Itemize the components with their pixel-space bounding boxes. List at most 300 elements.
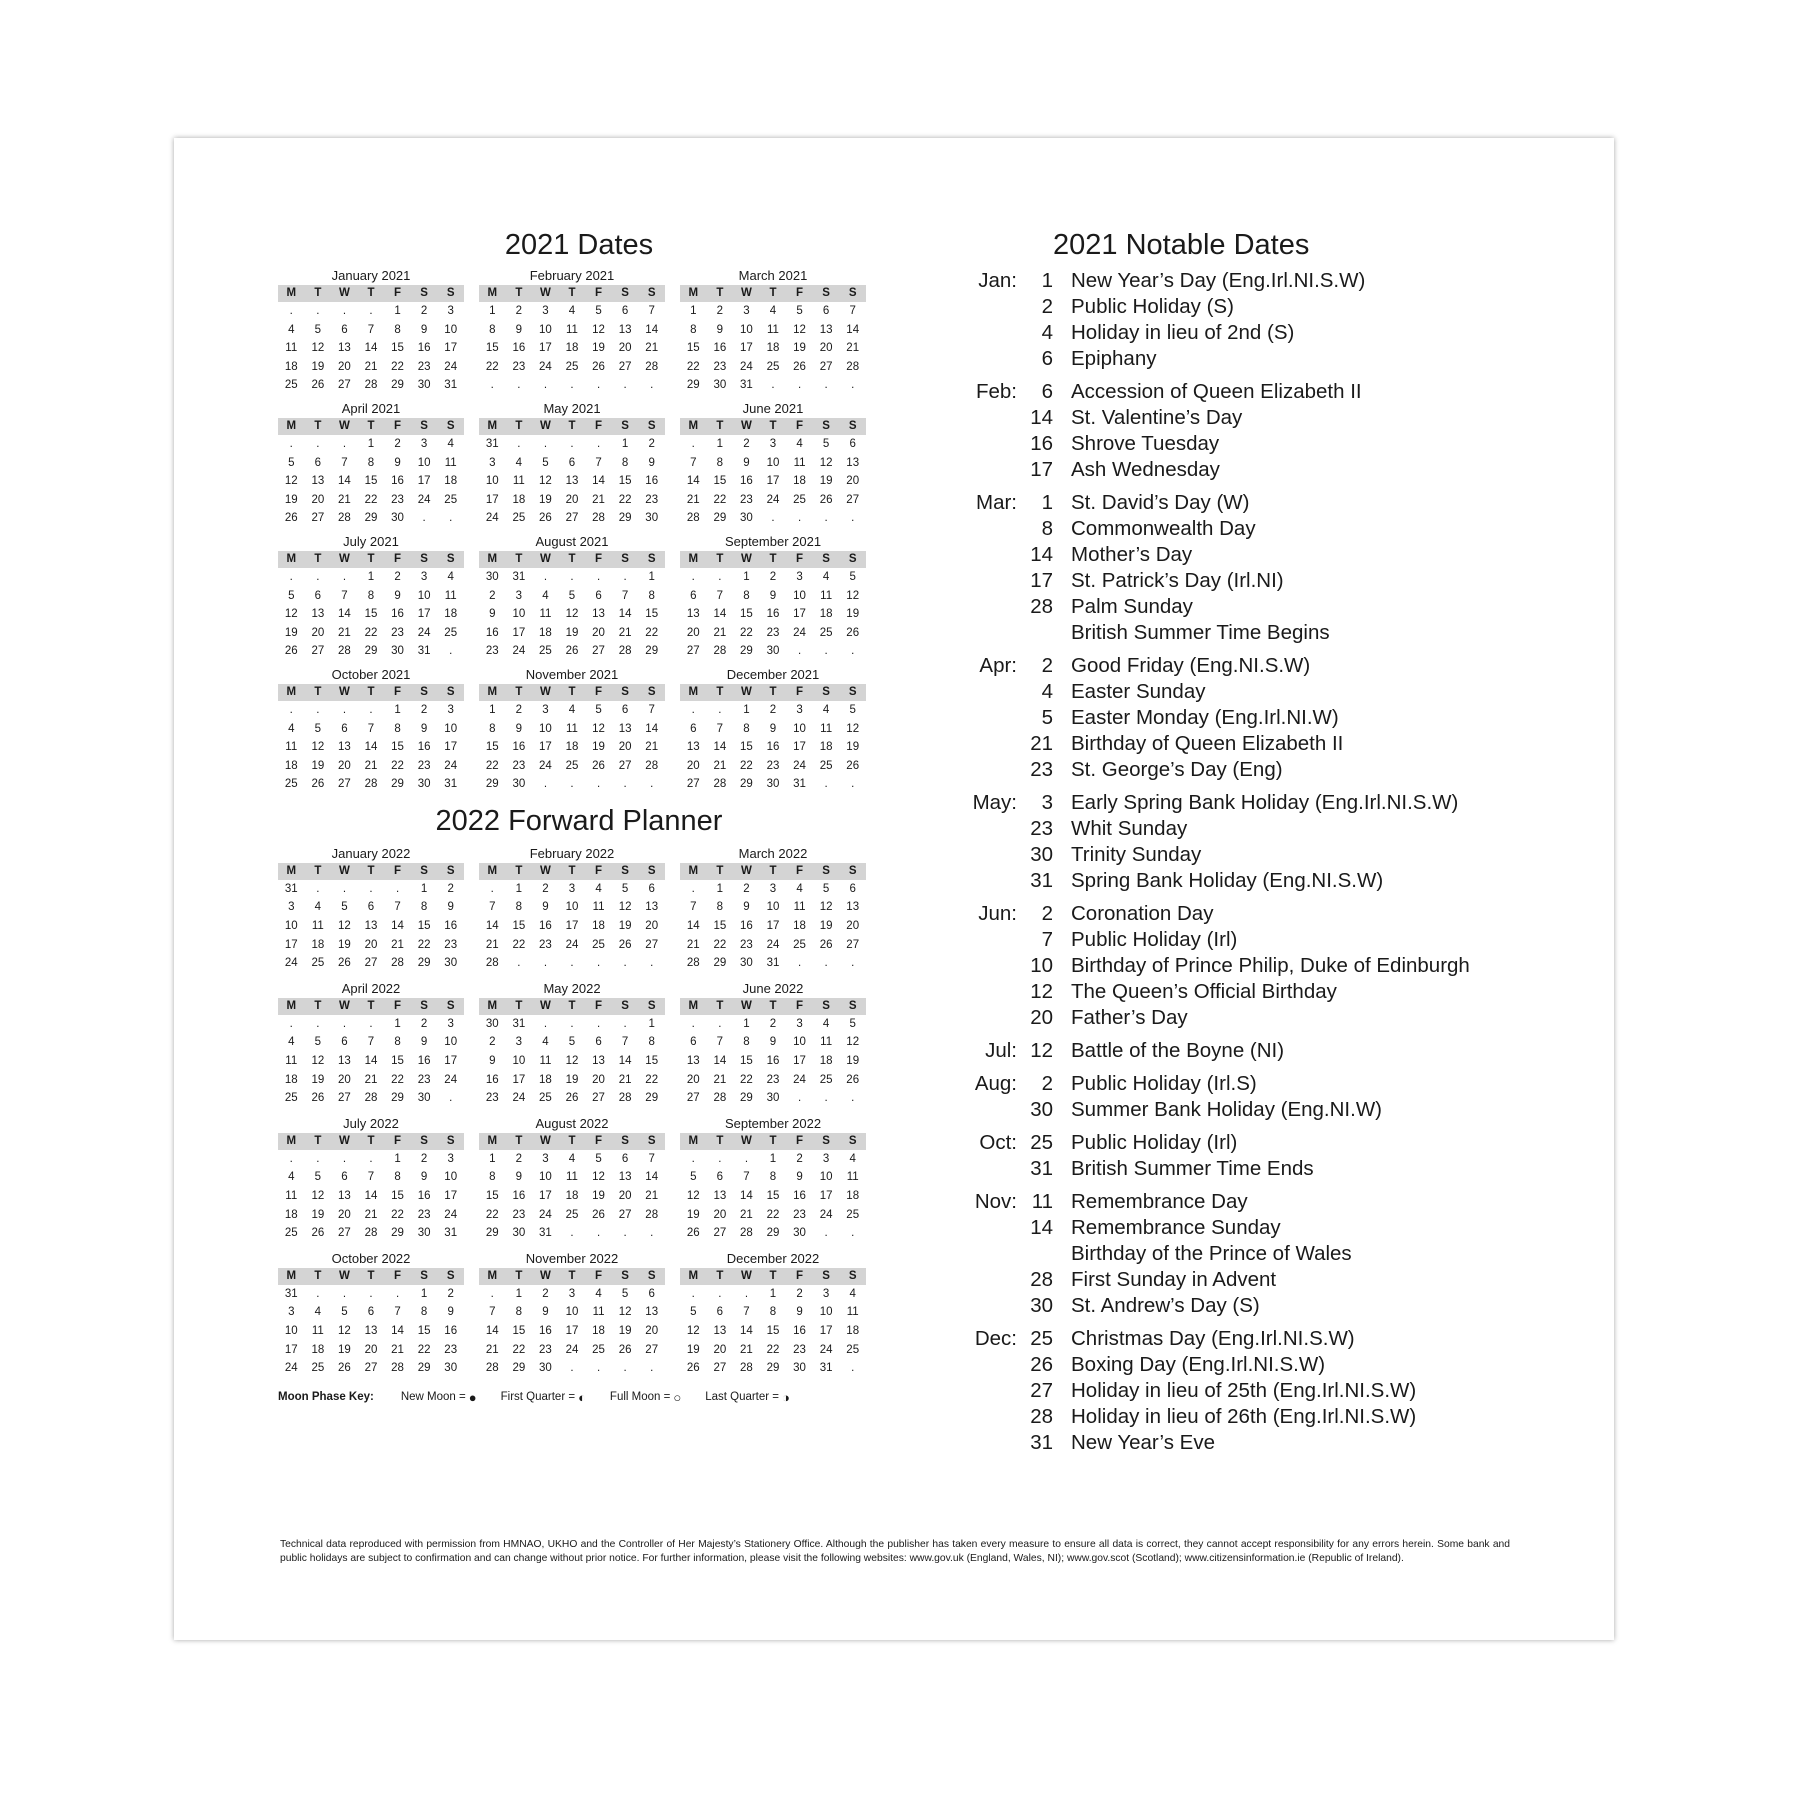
day-cell: 14 [645, 323, 659, 336]
day-cell: 12 [592, 722, 605, 735]
day-cell: 20 [338, 1073, 351, 1086]
day-cell: 26 [592, 1208, 605, 1221]
day-cell: . [691, 437, 695, 450]
weekday-label: F [595, 999, 603, 1012]
day-cell: 27 [819, 360, 833, 373]
weekday-label: W [539, 1269, 551, 1282]
day-cell: 23 [766, 626, 780, 639]
day-cell: 29 [740, 1092, 753, 1105]
day-cell: 30 [713, 379, 727, 392]
month-label [964, 620, 1017, 646]
day-cell: 4 [314, 1306, 322, 1319]
weekday-label: T [769, 552, 777, 565]
day-cell: 11 [566, 1171, 578, 1184]
day-cell: 1 [489, 305, 496, 317]
day-cell: 5 [822, 437, 830, 450]
month-title: May 2022 [543, 980, 601, 996]
day-cell: 31 [284, 882, 298, 895]
day-cell: 31 [444, 778, 458, 791]
day-cell: 1 [515, 882, 523, 895]
weekday-label: T [716, 999, 724, 1012]
day-cell: 6 [621, 1152, 629, 1165]
weekday-label: T [515, 999, 523, 1012]
weekday-label: M [286, 419, 297, 432]
moon-phase-label: New Moon = [400, 1391, 466, 1404]
month-group [964, 653, 1524, 783]
title-2021-dates: 2021 Dates [504, 229, 654, 261]
day-cell: 28 [364, 379, 378, 392]
month-label [964, 731, 1017, 757]
day-cell: 3 [288, 901, 295, 914]
day-cell: 2 [743, 882, 750, 895]
day-cell: 15 [391, 342, 404, 355]
month-title: April 2021 [341, 400, 401, 416]
day-cell: 30 [793, 1227, 806, 1240]
day-cell: 19 [846, 608, 860, 621]
day-cell: 5 [595, 703, 602, 716]
day-cell: 7 [690, 456, 697, 469]
day-cell: 30 [391, 645, 404, 658]
day-number: 30 [1030, 1294, 1053, 1317]
day-cell: 14 [338, 475, 351, 488]
day-cell: 19 [565, 1073, 579, 1086]
day-cell: 21 [686, 493, 700, 506]
event-name: Trinity Sunday [1071, 843, 1202, 866]
event-name: Boxing Day (Eng.Irl.NI.S.W) [1071, 1353, 1326, 1376]
day-cell: 11 [592, 901, 605, 914]
weekday-label: F [394, 552, 402, 565]
day-cell: 5 [568, 589, 576, 602]
moon-phase-label: Full Moon = [609, 1391, 671, 1404]
event-name: Public Holiday (Irl.S) [1071, 1072, 1257, 1095]
event-name: Good Friday (Eng.NI.S.W) [1071, 654, 1311, 677]
weekday-label: S [848, 999, 857, 1012]
day-cell: 5 [314, 1036, 322, 1049]
day-cell: 14 [645, 1171, 659, 1184]
weekday-label: S [621, 999, 629, 1012]
weekday-label: T [367, 287, 375, 299]
day-cell: 26 [618, 938, 632, 951]
day-cell: 19 [311, 360, 325, 373]
weekday-label: M [487, 999, 498, 1012]
weekday-label: S [621, 1134, 629, 1147]
notable-dates-column [964, 228, 1524, 1463]
day-cell: 31 [539, 1227, 552, 1240]
day-cell: 2 [796, 1152, 803, 1165]
event-name: Remembrance Sunday [1071, 1216, 1281, 1239]
day-cell: 23 [417, 759, 431, 772]
weekday-label: T [515, 287, 523, 299]
day-cell: 7 [367, 323, 375, 336]
day-cell: 28 [645, 360, 659, 373]
month-label: Jan: [978, 269, 1017, 292]
notable-date-row [964, 405, 1524, 431]
day-cell: 5 [822, 882, 830, 895]
day-cell: 26 [686, 1362, 700, 1375]
day-cell: 19 [565, 626, 579, 639]
weekday-label: T [515, 552, 523, 565]
day-cell: 14 [645, 722, 659, 735]
day-cell: 25 [846, 1343, 860, 1356]
day-cell: . [543, 437, 548, 450]
day-number: 14 [1030, 406, 1053, 429]
day-cell: 2 [769, 1017, 777, 1030]
day-cell: 13 [618, 1171, 632, 1184]
day-cell: 24 [565, 1343, 579, 1356]
moon-phase-key [278, 1390, 880, 1405]
day-cell: 20 [565, 493, 579, 506]
day-cell: . [623, 1362, 627, 1375]
day-cell: 25 [819, 1073, 833, 1086]
day-cell: 14 [713, 741, 727, 754]
day-cell: . [369, 305, 373, 317]
day-cell: 12 [846, 589, 860, 602]
weekday-header [479, 551, 665, 568]
day-cell: 22 [766, 1208, 780, 1221]
day-cell: 10 [793, 1036, 806, 1049]
weekday-label: S [446, 999, 455, 1012]
day-cell: 3 [447, 1017, 454, 1030]
weekday-label: T [367, 999, 375, 1012]
day-number: 16 [1030, 432, 1053, 455]
month-label [964, 757, 1017, 783]
day-cell: 20 [311, 626, 325, 639]
day-cell: . [289, 305, 293, 317]
day-cell: 10 [766, 456, 780, 469]
weekday-label: S [446, 419, 455, 432]
day-cell: 21 [846, 342, 860, 355]
day-cell: 16 [766, 741, 780, 754]
day-cell: 26 [618, 1343, 632, 1356]
event-name: St. George’s Day (Eng) [1071, 758, 1283, 781]
day-cell: 15 [485, 1190, 499, 1202]
day-cell: 29 [713, 512, 727, 525]
day-cell: . [623, 1227, 627, 1240]
day-cell: 13 [592, 1055, 605, 1068]
weekday-label: S [420, 287, 428, 299]
notable-date-row [964, 379, 1524, 405]
day-cell: 20 [311, 493, 325, 506]
day-cell: . [570, 570, 574, 583]
day-cell: 17 [512, 1073, 526, 1086]
day-cell: . [718, 1017, 722, 1030]
weekday-header [680, 551, 866, 568]
day-cell: 19 [311, 1073, 325, 1086]
day-cell: 29 [740, 778, 753, 791]
notable-date-row [964, 979, 1524, 1005]
month-calendar [278, 1251, 464, 1378]
day-cell: 6 [314, 589, 322, 602]
day-cell: . [596, 1017, 601, 1030]
day-cell: 7 [648, 703, 655, 716]
month-group [964, 901, 1524, 1031]
day-grid [680, 1285, 866, 1378]
day-cell: . [543, 957, 548, 970]
weekday-header [278, 1133, 464, 1150]
weekday-label: W [740, 287, 752, 299]
day-cell: 4 [822, 570, 830, 583]
day-cell: 11 [846, 1171, 859, 1184]
day-cell: 19 [846, 1055, 860, 1068]
day-cell: 28 [485, 1362, 499, 1375]
day-cell: . [289, 437, 293, 450]
day-cell: 3 [568, 882, 576, 895]
day-cell: 23 [444, 938, 458, 951]
day-cell: 14 [364, 342, 378, 355]
day-cell: 27 [338, 1092, 351, 1105]
day-cell: 24 [417, 626, 431, 639]
day-cell: 22 [740, 759, 753, 772]
day-cell: 8 [716, 456, 724, 469]
day-cell: 27 [311, 512, 325, 525]
month-label [964, 953, 1017, 979]
day-cell: 23 [740, 938, 753, 951]
weekday-label: F [394, 1134, 402, 1147]
day-cell: 1 [716, 882, 724, 895]
day-cell: 9 [394, 456, 401, 469]
notable-date-row [964, 594, 1524, 620]
weekday-header [680, 863, 866, 880]
day-cell: 29 [512, 1362, 526, 1375]
weekday-label: T [716, 1269, 724, 1282]
day-cell: 6 [341, 323, 348, 336]
day-cell: 7 [367, 722, 375, 735]
day-cell: 21 [364, 360, 378, 373]
day-cell: 28 [686, 957, 700, 970]
day-cell: 12 [284, 475, 298, 488]
day-cell: 2 [542, 1287, 549, 1300]
day-cell: 24 [485, 512, 499, 525]
day-cell: 21 [364, 1208, 378, 1221]
day-cell: 3 [769, 437, 777, 450]
day-cell: 17 [485, 493, 499, 506]
day-cell: 26 [592, 360, 605, 373]
day-cell: 29 [485, 778, 499, 791]
day-cell: 30 [793, 1362, 806, 1375]
day-cell: 25 [284, 1092, 298, 1105]
day-cell: 6 [648, 882, 655, 895]
day-cell: 8 [394, 1171, 401, 1184]
notable-date-row [964, 679, 1524, 705]
day-cell: 19 [592, 1190, 605, 1202]
weekday-label: S [420, 999, 428, 1012]
day-cell: 27 [618, 1208, 632, 1221]
weekday-label: M [688, 1269, 699, 1282]
day-cell: 2 [743, 437, 750, 450]
day-cell: 11 [793, 456, 806, 469]
day-cell: 26 [592, 759, 605, 772]
month-label [964, 320, 1017, 346]
weekday-label: F [796, 999, 804, 1012]
day-cell: 5 [849, 570, 856, 583]
weekday-label: W [539, 685, 551, 698]
day-cell: 7 [394, 901, 401, 914]
weekday-label: T [769, 419, 777, 432]
day-cell: 28 [618, 1092, 632, 1105]
day-cell: 21 [338, 626, 351, 639]
day-cell: 10 [444, 1171, 458, 1184]
notable-date-row [964, 1326, 1524, 1352]
day-cell: 29 [391, 1092, 404, 1105]
day-cell: . [490, 1287, 494, 1300]
day-cell: 16 [512, 741, 526, 754]
day-cell: 10 [565, 901, 579, 914]
day-grid [680, 302, 866, 395]
day-cell: 9 [796, 1306, 803, 1319]
day-cell: 27 [618, 360, 632, 373]
day-cell: 9 [515, 1171, 523, 1184]
day-cell: 15 [645, 608, 659, 621]
day-cell: 14 [485, 1324, 499, 1337]
day-cell: 3 [288, 1306, 295, 1319]
day-cell: 6 [621, 703, 629, 716]
day-cell: 9 [743, 456, 750, 469]
day-cell: 19 [618, 920, 632, 933]
weekday-label: T [367, 864, 375, 877]
month-calendar [680, 1251, 866, 1378]
weekday-label: W [539, 999, 551, 1012]
month-label [964, 1430, 1017, 1456]
day-cell: 26 [846, 759, 860, 772]
day-cell: 22 [391, 1073, 404, 1086]
month-label [964, 1097, 1017, 1123]
day-cell: 9 [769, 722, 777, 735]
day-cell: 8 [394, 722, 401, 735]
day-grid [680, 1150, 866, 1243]
weekday-label: T [568, 864, 576, 877]
notable-date-row [964, 1038, 1524, 1064]
day-cell: 1 [394, 1152, 401, 1165]
day-cell: 18 [444, 608, 458, 621]
moon-phase-key-label: Moon Phase Key: [278, 1391, 374, 1404]
day-cell: 20 [364, 938, 378, 951]
day-cell: 22 [485, 360, 499, 373]
weekday-header [680, 1133, 866, 1150]
day-cell: 9 [796, 1171, 803, 1184]
month-group [964, 379, 1524, 483]
day-cell: 22 [391, 759, 404, 772]
day-cell: 17 [444, 342, 458, 355]
day-cell: 4 [568, 1152, 576, 1165]
weekday-label: S [446, 864, 455, 877]
weekday-label: T [716, 287, 724, 299]
weekday-label: M [286, 287, 297, 299]
day-cell: 19 [284, 493, 298, 506]
day-cell: 3 [515, 589, 523, 602]
day-cell: 9 [394, 589, 401, 602]
day-number: 27 [1030, 1379, 1053, 1402]
weekday-label: S [822, 999, 830, 1012]
day-cell: 22 [512, 938, 526, 951]
month-label [964, 405, 1017, 431]
event-name: Summer Bank Holiday (Eng.NI.W) [1071, 1098, 1383, 1121]
day-grid [479, 435, 665, 528]
day-cell: 2 [394, 437, 401, 450]
day-cell: 23 [793, 1343, 806, 1356]
day-cell: 20 [686, 1073, 700, 1086]
day-cell: 17 [539, 1190, 552, 1202]
weekday-label: S [822, 287, 830, 299]
day-cell: . [691, 703, 695, 716]
month-label [964, 1404, 1017, 1430]
day-cell: . [517, 437, 521, 450]
month-calendar [479, 1116, 665, 1243]
day-cell: 5 [341, 1306, 348, 1319]
day-cell: 13 [364, 1324, 378, 1337]
day-cell: 21 [713, 759, 727, 772]
day-cell: 8 [489, 722, 496, 735]
day-cell: 15 [618, 475, 632, 488]
notable-date-row [964, 620, 1524, 646]
month-label [964, 1241, 1017, 1267]
weekday-label: F [796, 864, 804, 877]
day-cell: 9 [769, 1036, 777, 1049]
day-cell: 31 [766, 957, 780, 970]
day-cell: 27 [338, 778, 351, 791]
event-name: Father’s Day [1071, 1006, 1188, 1029]
weekday-label: F [796, 287, 804, 299]
weekday-label: W [338, 552, 350, 565]
day-cell: 8 [489, 323, 496, 336]
day-cell: 21 [592, 493, 605, 506]
day-cell: . [718, 703, 722, 716]
day-cell: 23 [417, 1073, 431, 1086]
day-cell: 16 [444, 1324, 458, 1337]
day-cell: 27 [846, 938, 860, 951]
month-title: December 2022 [726, 1250, 820, 1266]
day-cell: . [596, 1362, 601, 1375]
day-cell: 2 [420, 1152, 428, 1165]
weekday-label: F [595, 552, 603, 565]
day-cell: . [596, 1227, 601, 1240]
day-cell: 10 [539, 323, 552, 336]
weekday-label: T [769, 685, 777, 698]
day-cell: 26 [565, 645, 579, 658]
event-name: Holiday in lieu of 26th (Eng.Irl.NI.S.W) [1071, 1405, 1417, 1428]
day-cell: 28 [846, 360, 860, 373]
day-grid [278, 302, 464, 395]
day-cell: 24 [417, 493, 431, 506]
day-cell: 1 [621, 437, 629, 450]
day-cell: 16 [645, 475, 659, 488]
day-cell: 13 [846, 901, 860, 914]
day-cell: 3 [542, 703, 549, 716]
day-cell: . [623, 570, 627, 583]
day-cell: 7 [648, 305, 655, 317]
day-cell: 29 [618, 512, 632, 525]
weekday-header [479, 998, 665, 1015]
day-cell: 25 [565, 1208, 579, 1221]
day-cell: 5 [621, 882, 629, 895]
day-cell: 18 [793, 475, 806, 488]
day-cell: 1 [489, 703, 496, 716]
day-cell: 6 [341, 1171, 348, 1184]
day-number: 12 [1030, 980, 1053, 1003]
weekday-label: F [796, 1269, 804, 1282]
day-cell: 24 [444, 759, 458, 772]
day-cell: 13 [364, 920, 378, 933]
month-group [964, 268, 1524, 372]
day-cell: . [395, 882, 400, 895]
footer-disclaimer: Technical data reproduced with permission from HMNAO, UKHO and the Controller of Her Majesty’s Stationery Office. Although the publisher has taken every measure to ensure all data is correct, they cannot accept responsibility for any errors herein. Some bank and public holidays are subject to confirmation and can change without prior notice. For further information, please visit the following websites: www.gov.uk (England, Wales, NI); www.gov.scot (Scotland); www.citizensinformation.ie (Republic of Ireland). [280, 1539, 1510, 1564]
day-cell: 25 [819, 626, 833, 639]
day-cell: 13 [645, 1306, 659, 1319]
day-cell: 27 [846, 493, 860, 506]
day-cell: 18 [846, 1324, 860, 1337]
day-cell: 14 [686, 920, 700, 933]
day-cell: 22 [618, 493, 632, 506]
day-cell: . [289, 1152, 293, 1165]
